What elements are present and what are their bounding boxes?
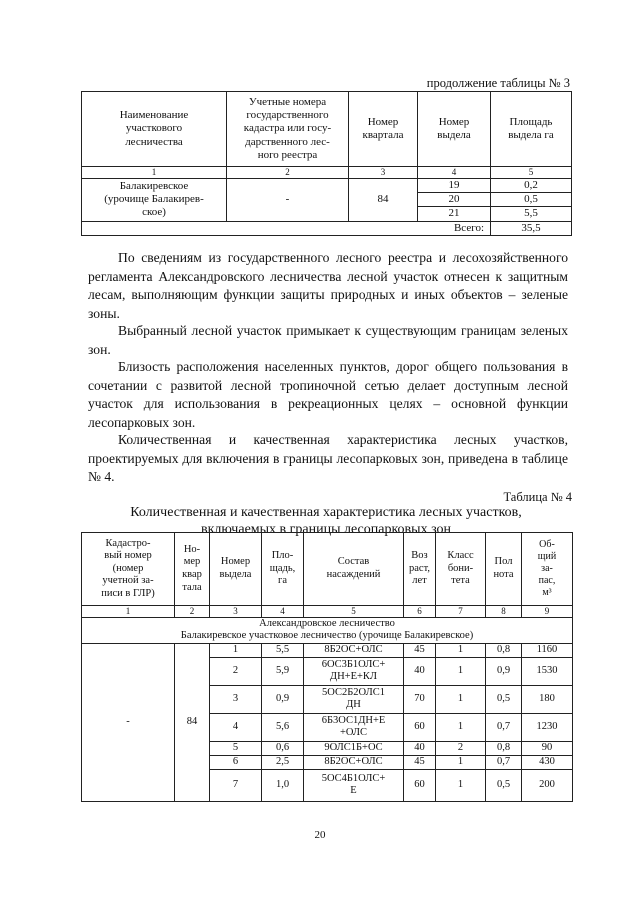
- t3-registry-number: -: [227, 179, 349, 222]
- t3-quarter: 84: [349, 179, 418, 222]
- t4-section-district: Балакиревское участковое лесничество (урочище Балакиревское): [82, 630, 573, 643]
- table4-label: Таблица № 4: [503, 490, 572, 504]
- t4-bonitet: 1: [436, 755, 486, 769]
- t3-area: 5,5: [491, 207, 572, 221]
- t4-area: 0,9: [262, 685, 304, 713]
- t4-area: 0,6: [262, 741, 304, 755]
- t4-colnum: 8: [486, 606, 522, 618]
- t4-composition: 6Б3ОС1ДН+Е +ОЛС: [304, 713, 404, 741]
- t4-colnum: 5: [304, 606, 404, 618]
- t4-area: 2,5: [262, 755, 304, 769]
- t4-colnum: 7: [436, 606, 486, 618]
- t3-header-vydel: Номер выдела: [418, 92, 491, 167]
- table4-title: Количественная и качественная характеристика лесных участков, включаемых в границы лесопарковых зон: [130, 505, 522, 537]
- t4-density: 0,5: [486, 769, 522, 801]
- t4-vydel: 6: [210, 755, 262, 769]
- t4-header-cadastral: Кадастро- вый номер (номер учетной за- писи в ГЛР): [82, 533, 175, 606]
- t4-stock: 1230: [522, 713, 573, 741]
- t4-composition: 8Б2ОС+ОЛС: [304, 643, 404, 657]
- page-number: 20: [314, 829, 326, 841]
- t4-area: 5,6: [262, 713, 304, 741]
- t4-composition: 8Б2ОС+ОЛС: [304, 755, 404, 769]
- t4-density: 0,9: [486, 657, 522, 685]
- t4-age: 45: [404, 755, 436, 769]
- t3-vydel: 20: [418, 193, 491, 207]
- paragraph-3: Близость расположения населенных пунктов, дорог общего пользования в сочетании с развитой лесной тропиночной сетью делает доступным лесной участок для использования в рекреационных целях – основной функции лесопарковых зон.: [88, 359, 568, 430]
- t3-header-area: Площадь выдела га: [491, 92, 572, 167]
- t4-header-area: Пло- щадь, га: [262, 533, 304, 606]
- t4-header-quarter: Но- мер квар тала: [175, 533, 210, 606]
- t4-density: 0,8: [486, 741, 522, 755]
- t4-header-composition: Состав насаждений: [304, 533, 404, 606]
- t4-colnum: 6: [404, 606, 436, 618]
- t4-stock: 1530: [522, 657, 573, 685]
- t4-colnum: 9: [522, 606, 573, 618]
- t4-colnum: 3: [210, 606, 262, 618]
- t4-stock: 90: [522, 741, 573, 755]
- t4-colnum: 1: [82, 606, 175, 618]
- t4-stock: 180: [522, 685, 573, 713]
- t4-density: 0,7: [486, 713, 522, 741]
- t4-age: 60: [404, 713, 436, 741]
- t4-density: 0,8: [486, 643, 522, 657]
- paragraph-4: Количественная и качественная характеристика лесных участков, проектируемых для включения в границы лесопарковых зон, приведена в таблице № 4.: [88, 432, 568, 484]
- t4-age: 40: [404, 741, 436, 755]
- t4-bonitet: 1: [436, 657, 486, 685]
- t3-total-value: 35,5: [491, 221, 572, 235]
- t4-stock: 1160: [522, 643, 573, 657]
- t4-header-bonitet: Класс бони- тета: [436, 533, 486, 606]
- t4-vydel: 3: [210, 685, 262, 713]
- t4-stock: 430: [522, 755, 573, 769]
- t3-colnum: 4: [418, 167, 491, 179]
- t3-colnum: 5: [491, 167, 572, 179]
- t4-bonitet: 1: [436, 643, 486, 657]
- t3-forestry-name: Балакиревское (урочище Балакирев- ское): [82, 179, 227, 222]
- t4-vydel: 1: [210, 643, 262, 657]
- t4-header-age: Воз раст, лет: [404, 533, 436, 606]
- paragraph-2: Выбранный лесной участок примыкает к существующим границам зеленых зон.: [88, 323, 568, 357]
- t4-vydel: 7: [210, 769, 262, 801]
- t4-colnum: 4: [262, 606, 304, 618]
- t3-header-registry: Учетные номера государственного кадастра или госу- дарственного лес- ного реестра: [227, 92, 349, 167]
- t4-cadastral-number: -: [82, 643, 175, 801]
- t4-age: 45: [404, 643, 436, 657]
- t3-header-quarter: Номер квартала: [349, 92, 418, 167]
- t4-bonitet: 1: [436, 713, 486, 741]
- t4-area: 5,5: [262, 643, 304, 657]
- t3-vydel: 19: [418, 179, 491, 193]
- t4-quarter: 84: [175, 643, 210, 801]
- t3-area: 0,2: [491, 179, 572, 193]
- t4-age: 60: [404, 769, 436, 801]
- t4-header-stock: Об- щий за- пас, м³: [522, 533, 573, 606]
- t4-bonitet: 2: [436, 741, 486, 755]
- t4-density: 0,7: [486, 755, 522, 769]
- t4-header-density: Пол нота: [486, 533, 522, 606]
- t4-area: 1,0: [262, 769, 304, 801]
- table-4: [81, 532, 573, 802]
- t3-colnum: 1: [82, 167, 227, 179]
- t3-header-forestry: Наименование участкового лесничества: [82, 92, 227, 167]
- table-3: [81, 91, 572, 236]
- t4-age: 70: [404, 685, 436, 713]
- t3-area: 0,5: [491, 193, 572, 207]
- t4-composition: 5ОС4Б1ОЛС+ Е: [304, 769, 404, 801]
- t4-section-forestry: Александровское лесничество: [82, 617, 573, 630]
- paragraph-1: По сведениям из государственного лесного реестра и лесохозяйственного регламента Александровского лесничества лесной участок отнесен к защитным лесам, выполняющим функции защиты природных и иных объектов – зеленые зоны.: [88, 250, 568, 321]
- t3-colnum: 3: [349, 167, 418, 179]
- t4-colnum: 2: [175, 606, 210, 618]
- t4-density: 0,5: [486, 685, 522, 713]
- t4-bonitet: 1: [436, 769, 486, 801]
- t4-composition: 5ОС2Б2ОЛС1 ДН: [304, 685, 404, 713]
- t4-composition: 6ОС3Б1ОЛС+ ДН+Е+КЛ: [304, 657, 404, 685]
- t4-header-vydel: Номер выдела: [210, 533, 262, 606]
- t4-vydel: 5: [210, 741, 262, 755]
- table3-continuation-label: продолжение таблицы № 3: [426, 76, 570, 90]
- t4-bonitet: 1: [436, 685, 486, 713]
- t3-colnum: 2: [227, 167, 349, 179]
- t4-area: 5,9: [262, 657, 304, 685]
- t3-vydel: 21: [418, 207, 491, 221]
- t4-vydel: 4: [210, 713, 262, 741]
- t4-age: 40: [404, 657, 436, 685]
- t4-vydel: 2: [210, 657, 262, 685]
- t4-stock: 200: [522, 769, 573, 801]
- t3-total-label: Всего:: [82, 221, 491, 235]
- t4-composition: 9ОЛС1Б+ОС: [304, 741, 404, 755]
